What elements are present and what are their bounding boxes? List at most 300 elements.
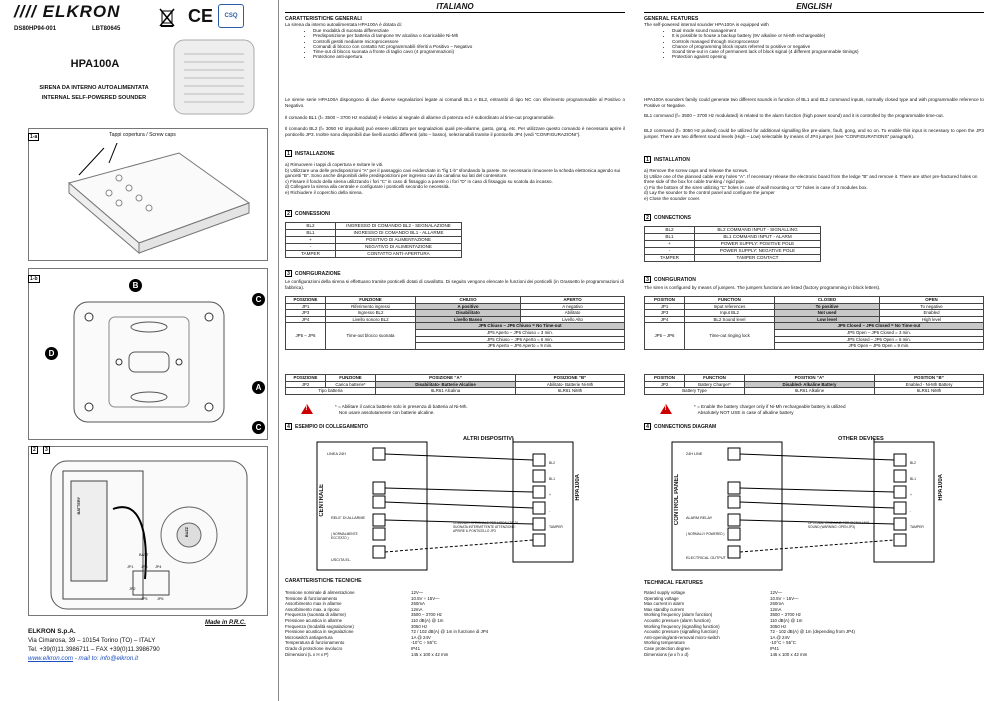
tech-value: 3500 – 3700 Hz xyxy=(411,612,443,618)
table-cell: Riferimento ingressi xyxy=(326,303,416,310)
table-row xyxy=(645,310,984,317)
en-features-list xyxy=(644,28,974,60)
col-header: POSIZIONE “A” xyxy=(376,375,516,382)
table-cell: JP3 xyxy=(645,310,685,317)
tech-value: 1A @ 24V xyxy=(770,634,790,640)
table-cell: BL2 COMMAND INPUT - SIGNALLING xyxy=(695,227,821,234)
table-cell: JP5 Closed – JP6 Open = 6 min. xyxy=(775,336,984,343)
tech-value: 10.5V ÷ 15V— xyxy=(770,595,799,601)
col-header: APERTO xyxy=(521,297,625,304)
en-feature: • Chance of programming block inputs referred to positive or negative xyxy=(672,44,974,49)
tech-key: Tensione di funzionamento xyxy=(285,595,338,601)
figure-1b xyxy=(28,268,268,440)
en-tech-list xyxy=(644,590,984,657)
en-section-4 xyxy=(644,423,716,430)
table-row xyxy=(286,388,625,395)
en-general-title: GENERAL FEATURES xyxy=(644,16,699,22)
tech-key: Max standby current xyxy=(644,606,684,612)
it-diag-line: LINEA 24H xyxy=(327,452,346,456)
table-cell: NEGATIVO DI ALIMENTAZIONE xyxy=(336,244,462,251)
table-cell: BL1 COMMAND INPUT - ALARM xyxy=(695,234,821,241)
tech-key: Case protection degree xyxy=(644,645,690,651)
en-diag-device: HPA100A xyxy=(938,474,944,501)
tech-key: Tensione nominale di alimentazione xyxy=(285,590,355,595)
en-s4-num: 4 xyxy=(644,423,651,430)
en-install-step: a) Remove the screw caps and release the screws. xyxy=(644,168,749,173)
table-row xyxy=(645,234,821,241)
en-s2-num: 2 xyxy=(644,214,651,221)
jp2-label: JP2 xyxy=(129,587,136,591)
it-config-intro: Le configurazioni della sirena si effettuano tramite ponticelli dotati di cavallotto. Di seguito vengono elencate le funzioni dei ponticelli (in Grassetto le programmazioni di fabbrica). xyxy=(285,279,624,290)
table-cell: JP5 – JP6 xyxy=(286,323,326,349)
model-title: HPA100A xyxy=(70,58,120,70)
en-para-3: BL2 command (f= 3050 Hz pulsed) could be utilized for additional signalling like pre-alarm, fault, gong, and so on. To enable this input is necessary to open the JP3 jumper. There are two different sound levels (High – Low) selectable by means of JP4 jumper (see “CONFIGURATIONS” paragraph). xyxy=(644,128,984,139)
table-row xyxy=(645,316,984,323)
it-install-step: a) Rimuovere i tappi di copertura e svitare le viti. xyxy=(285,162,384,167)
table-cell: Carica batterie* xyxy=(326,381,376,388)
table-cell: 6LR61 NiMh xyxy=(875,388,984,395)
figure-2-tag: 2 xyxy=(33,447,36,453)
tech-key: Max current in alarm xyxy=(644,601,685,607)
table-cell: Livello Alto xyxy=(521,316,625,323)
table-cell: JP3 xyxy=(286,310,326,317)
col-header: FUNCTION xyxy=(685,375,745,382)
italian-heading: ITALIANO xyxy=(285,2,625,13)
buzz-label: BUZZ xyxy=(185,527,189,538)
lbt-code: LBT80645 xyxy=(92,26,121,32)
table-cell: POWER SUPPLY: NEGATIVE POLE xyxy=(695,248,821,255)
tech-row xyxy=(644,652,984,658)
terminal-label: BL2 xyxy=(549,461,556,465)
company-mail-link[interactable]: - mail to: info@elkron.it xyxy=(74,655,139,662)
it-s1-title: INSTALLAZIONE xyxy=(295,150,335,157)
battery-label: BATTERY xyxy=(77,497,81,515)
table-row xyxy=(645,323,984,330)
terminal-label: TAMPER xyxy=(910,525,924,529)
table-cell: JP5 Aperto – JP6 Chiuso = 3 min. xyxy=(416,329,625,336)
label-b: B xyxy=(129,279,142,292)
company-tel: Tel. +39(0)11.3986711 – FAX +39(0)11.3986790 xyxy=(28,646,160,653)
tech-row xyxy=(285,652,625,658)
table-cell: JP1 xyxy=(286,303,326,310)
table-cell: Disabilitato xyxy=(416,310,521,317)
it-wiring-diagram xyxy=(313,434,593,574)
table-cell: Tipo batteria xyxy=(286,388,376,395)
tech-key: Working frequency (alarm function) xyxy=(644,612,713,618)
table-cell: JP5 Open – JP6 Open = 9 min. xyxy=(775,343,984,350)
table-cell: BL2 xyxy=(286,223,336,230)
it-section-1 xyxy=(285,150,335,157)
table-cell: To negative xyxy=(880,303,984,310)
it-tech-title: CARATTERISTICHE TECNICHE xyxy=(285,578,362,584)
col-header: POSITION xyxy=(645,297,685,304)
it-install-step: d) Collegare la sirena alla centrale e configurare i ponticelli secondo le necessità. xyxy=(285,184,450,189)
col-header: CHIUSO xyxy=(416,297,521,304)
it-s3-title: CONFIGURAZIONE xyxy=(295,270,341,277)
table-cell: 6LR61 Alcalina xyxy=(376,388,516,395)
col-header: POSITION “A” xyxy=(745,375,875,382)
table-cell: JP1 xyxy=(645,303,685,310)
table-cell: CONTATTO ANTI-APERTURA xyxy=(336,251,462,258)
en-para-1: HPA100A sounders family could generate two different sounds in function of BL1 and BL2 command inputs, normally closed type and with programmable reference to Positive or Negative. xyxy=(644,97,984,108)
table-cell: Enabled - Ni-Mh Battery xyxy=(875,381,984,388)
table-cell: + xyxy=(286,237,336,244)
it-diag-device: HPA100A xyxy=(575,474,581,501)
english-heading: ENGLISH xyxy=(644,2,984,13)
it-feature: • Protezione anti-apertura xyxy=(313,54,615,59)
terminal-label: - xyxy=(910,509,912,513)
table-row xyxy=(645,381,984,388)
table-row xyxy=(286,310,625,317)
en-tech-title: TECHNICAL FEATURES xyxy=(644,580,703,586)
table-row xyxy=(645,388,984,395)
warning-icon xyxy=(301,404,313,414)
en-install-step: d) Lay the sounder to the control panel and configure the jumper xyxy=(644,190,775,195)
tech-key: Grado di protezione involucro xyxy=(285,645,343,651)
left-column xyxy=(0,0,270,701)
tech-value: 145 x 100 x 42 mm xyxy=(770,651,808,657)
table-cell: JP5 Chiuso – JP6 Chiuso = No Time-out xyxy=(416,323,625,330)
tech-value: 72 - 102 dB(A) @ 1m (depending from JP4) xyxy=(770,629,855,635)
table-cell: + xyxy=(645,241,695,248)
company-address: Via Cimarosa, 39 – 10154 Torino (TO) – ITALY xyxy=(28,637,156,644)
it-diag-other: ALTRI DISPOSITIVI xyxy=(463,436,514,442)
tech-value: 12V— xyxy=(411,590,424,595)
it-features-list xyxy=(285,28,615,60)
it-note: * = Abilitare il carica batterie solo in presenza di batteria al Ni-Mh. Non usare assolutamente con batterie alcaline. xyxy=(335,404,468,415)
italian-column xyxy=(278,0,630,701)
batt-label: BATT xyxy=(139,553,149,557)
brand-logo: //// ELKRON xyxy=(14,2,121,21)
tech-key: Assorbimento max. a riposo xyxy=(285,606,340,612)
table-cell: Abilitato xyxy=(521,310,625,317)
it-general-title: CARATTERISTICHE GENERALI xyxy=(285,16,362,22)
ce-mark: CE xyxy=(188,6,214,26)
label-d: D xyxy=(45,347,58,360)
table-cell: BL2 xyxy=(645,227,695,234)
table-row xyxy=(286,303,625,310)
it-diag-relay-sub: ( NORMALMENTE ECCITATO ) xyxy=(331,532,358,540)
table-cell: Disabled- Alkaline Battery xyxy=(745,381,875,388)
col-header: POSITION xyxy=(645,375,685,382)
tech-key: Assorbimento max in allarme xyxy=(285,601,342,607)
col-header: OPEN xyxy=(880,297,984,304)
table-row xyxy=(286,323,625,330)
en-section-2 xyxy=(644,214,691,221)
en-diag-optional: OPTIONAL COMMAND FOR SIGNALLING SOUND (WARNING: OPEN JP3) xyxy=(808,521,870,529)
it-feature: • Predisposizione per batteria di tampone 9V alcalina o ricaricabile Ni-Mh xyxy=(313,33,615,38)
table-cell: BL2 Sound level xyxy=(685,316,775,323)
it-diag-relay: RELE' DI ALLARME xyxy=(331,516,366,520)
tech-value: 72 / 102 dB(A) @ 1m in funzione di JP4 xyxy=(411,629,489,635)
it-s1-num: 1 xyxy=(285,150,292,157)
table-cell: JP2 xyxy=(286,381,326,388)
tech-value: 12V— xyxy=(770,590,783,595)
table-cell: JP5 Chiuso – JP6 Aperto = 6 min. xyxy=(416,336,625,343)
en-diag-terminals xyxy=(910,455,924,535)
it-para-2: Il comando BL1 (f= 3500 – 3700 Hz modulati) è relativo al segnale di allarme di potenza ed è subordinato al time-out programmabile. xyxy=(285,115,555,120)
tech-key: Rated supply voltage xyxy=(644,590,686,595)
en-diag-relay: ALARM RELAY xyxy=(686,516,713,520)
tech-value: 3050 Hz xyxy=(770,623,787,629)
figure-1b-tag: 1-b xyxy=(30,276,38,282)
table-header xyxy=(286,297,625,304)
subtitle-en: INTERNAL SELF-POWERED SOUNDER xyxy=(41,95,147,101)
tech-value: 145 x 100 x 42 mm xyxy=(411,651,449,657)
tech-key: Dimensioni (L x H x P) xyxy=(285,651,329,657)
it-s3-num: 3 xyxy=(285,270,292,277)
it-connections-table xyxy=(285,222,462,258)
table-row xyxy=(286,223,462,230)
terminal-label: BL2 xyxy=(910,461,917,465)
table-cell: Abilitato- Batterie Ni-Mh xyxy=(516,381,625,388)
table-row xyxy=(645,303,984,310)
en-s1-title: INSTALLATION xyxy=(654,156,690,163)
jp3-label: JP3 xyxy=(141,565,148,569)
terminal-label: TAMPER xyxy=(549,525,563,529)
table-cell: Time-out blocco suonata xyxy=(326,323,416,349)
tech-key: Acoustic pressure (alarm function) xyxy=(644,617,711,623)
tech-value: 260mA xyxy=(411,601,425,607)
table-cell: TAMPER xyxy=(645,255,695,262)
terminal-label: BL1 xyxy=(910,477,917,481)
figure-2 xyxy=(28,446,268,616)
en-s3-num: 3 xyxy=(644,276,651,283)
tech-value: 110 dB(A) @ 1m xyxy=(411,617,444,623)
it-s4-title: ESEMPIO DI COLLEGAMENTO xyxy=(295,423,368,430)
en-install-list xyxy=(644,168,984,201)
en-config-table xyxy=(644,296,984,350)
table-cell: Ingresso BL2 xyxy=(326,310,416,317)
col-header: FUNCTION xyxy=(685,297,775,304)
terminal-label: + xyxy=(549,493,551,497)
tech-value: IP41 xyxy=(411,645,421,651)
it-general-intro: La sirena da interno autoalimentata HPA100A è dotata di: xyxy=(285,22,402,27)
table-cell: INGRESSO DI COMANDO BL2 - SEGNALAZIONE xyxy=(336,223,462,230)
en-feature: • Sound time-out in case of permanent lack of block signal (4 different programmable timings) xyxy=(672,49,974,54)
tech-value: 10.5V ÷ 15V— xyxy=(411,595,440,601)
en-config-table-2 xyxy=(644,374,984,395)
table-cell: POWER SUPPLY: POSITIVE POLE xyxy=(695,241,821,248)
tech-value: -10°C ÷ 55°C xyxy=(411,640,437,646)
en-general-intro: The self-powered internal sounder HPA100A is equipped with xyxy=(644,22,769,27)
col-header: POSIZIONE xyxy=(286,297,326,304)
it-s2-title: CONNESSIONI xyxy=(295,210,331,217)
sounder-photo xyxy=(170,34,258,120)
en-feature: • Dual mode sound management xyxy=(672,28,974,33)
col-header: POSIZIONE xyxy=(286,375,326,382)
it-section-4 xyxy=(285,423,368,430)
en-feature: • It is possible to house a backup battery (9V alkaline or Ni-Mh rechargeable) xyxy=(672,33,974,38)
it-diag-terminals xyxy=(549,455,563,535)
warning-icon xyxy=(660,404,672,414)
en-feature: • Controls managed through microprocessor xyxy=(672,39,974,44)
it-config-table-2 xyxy=(285,374,625,395)
it-diag-optional: COMANDO OPZIONALE PER MODALITA' DI SUONATA INTERMITTENTE ATTENZIONE: APRIRE IL PONTICELLO JP3 xyxy=(453,521,518,533)
table-cell: 6LR61 NiMh xyxy=(516,388,625,395)
table-cell: JP5 – JP6 xyxy=(645,323,685,349)
table-row xyxy=(645,255,821,262)
it-section-2 xyxy=(285,210,330,217)
en-diag-line: 24H LINE xyxy=(686,452,703,456)
table-header xyxy=(645,375,984,382)
table-cell: INGRESSO DI COMANDO BL1 - ALLARME xyxy=(336,230,462,237)
table-row xyxy=(645,248,821,255)
it-tech-list xyxy=(285,590,625,657)
tech-key: Working frequency (signalling function) xyxy=(644,623,720,629)
tech-key: Temperatura di funzionamento xyxy=(285,640,345,646)
en-install-step: c) Fix the bottom of the siren utilizing “C” holes in case of wall mounting or “D” holes in case of 3 modules box. xyxy=(644,184,868,190)
it-feature: • Due modalità di suonata differenziate xyxy=(313,28,615,33)
table-cell: Low level xyxy=(775,316,880,323)
table-cell: JP5 Closed – JP6 Closed = No Time-out xyxy=(775,323,984,330)
table-cell: 6LR61 Alkaline xyxy=(745,388,875,395)
tech-key: Frequenza (modalità segnalazione) xyxy=(285,623,354,629)
table-cell: BL1 xyxy=(286,230,336,237)
table-cell: BL1 xyxy=(645,234,695,241)
it-config-table xyxy=(285,296,625,350)
tech-key: Acoustic pressure (signalling function) xyxy=(644,629,718,635)
english-column xyxy=(638,0,992,701)
subtitle-it: SIRENA DA INTERNO AUTOALIMENTATA xyxy=(39,85,149,91)
table-cell: Input BL2 xyxy=(685,310,775,317)
en-note: * = Enable the battery charger only if Ni-Mh rechargeable battery is utilized Absolutely NOT USE in case of alkaline battery xyxy=(694,404,846,415)
en-s4-title: CONNECTIONS DIAGRAM xyxy=(654,423,717,430)
en-wiring-diagram xyxy=(668,434,958,574)
csq-badge: CSQ xyxy=(218,4,244,28)
table-row xyxy=(645,241,821,248)
en-diag-panel: CONTROL PANEL xyxy=(674,474,680,526)
en-s2-title: CONNECTIONS xyxy=(654,214,691,221)
table-cell: - xyxy=(286,244,336,251)
table-cell: Not used xyxy=(775,310,880,317)
col-header: POSITION “B” xyxy=(875,375,984,382)
tech-value: -10°C ÷ 55°C xyxy=(770,640,796,646)
tech-key: Dimensions (w x h x d) xyxy=(644,651,689,657)
col-header: FUNZIONE xyxy=(326,297,416,304)
made-in: Made in P.R.C. xyxy=(205,620,246,626)
tech-key: Working temperature xyxy=(644,640,685,646)
table-cell: High level xyxy=(880,316,984,323)
it-install-step: b) Utilizzare una delle predisposizioni “A” per il passaggio cavi evidenziate in “fig 1-b” sfondando la parete. Se necessario rimuovere la scheda elettronica agendo sui gancetti “B”. Sono anche disponibili delle predisposizioni per ingresso cavi da canalina sui lati del contenitore. xyxy=(285,167,621,178)
en-install-step: b) Utilize one of the planned cable entry holes “A”. If necessary release the electronic board from the ledge “B” and remove it. There are other pre-fractured holes on three side of the box for cable trunking / rigid pipe. xyxy=(644,173,978,184)
tech-key: Pressione acustica in segnalazione xyxy=(285,629,354,635)
figure-3-tag: 3 xyxy=(45,447,48,453)
table-cell: JP5 Aperto – JP6 Aperto = 9 min. xyxy=(416,343,625,350)
doc-code: DS80HP94-001 xyxy=(14,26,57,32)
table-cell: Input references xyxy=(685,303,775,310)
en-config-intro: The siren is configured by means of jumpers. The jumpers functions are listed (factory programming in block letters). xyxy=(644,285,881,290)
terminal-label: BL1 xyxy=(549,477,556,481)
it-install-list xyxy=(285,162,625,195)
tech-key: Microswitch antiapertura xyxy=(285,634,333,640)
table-cell: - xyxy=(645,248,695,255)
tech-value: 110 dB(A) @ 1m xyxy=(770,617,803,623)
en-diag-other: OTHER DEVICES xyxy=(838,436,884,442)
jp1-label: JP1 xyxy=(127,565,134,569)
label-a: A xyxy=(252,381,265,394)
en-connections-table xyxy=(644,226,821,262)
tech-value: 3050 Hz xyxy=(411,623,428,629)
it-s4-num: 4 xyxy=(285,423,292,430)
jp5-label: JP5 xyxy=(141,597,148,601)
en-diag-relay-sub: ( NORMALLY POWERED ) xyxy=(686,532,725,536)
label-c-bottom: C xyxy=(252,421,265,434)
table-row xyxy=(286,237,462,244)
it-para-3: Il comando BL2 (f= 3050 Hz impulsati) può essere utilizzato per segnalazioni quali pre-allarme, gasto, gong, etc. Per utilizzare questo comando è necessario aprire il ponticello JP3. Inoltre sono disponibili due livelli acustici differenti (alto – basso), selezionabili tramite il ponticello JP4 (vedi “CONFIGURAZIONI”). xyxy=(285,126,625,137)
table-cell: Time-out ringing lock xyxy=(685,323,775,349)
col-header: FUNZIONE xyxy=(326,375,376,382)
table-cell: To positive xyxy=(775,303,880,310)
terminal-label: - xyxy=(549,509,551,513)
tech-value: 3500 – 3700 Hz xyxy=(770,612,802,618)
table-cell: TAMPER xyxy=(286,251,336,258)
table-cell: JP4 xyxy=(645,316,685,323)
table-cell: Livello Basso xyxy=(416,316,521,323)
figure-1a-caption: Tappi copertura / Screw caps xyxy=(109,132,176,138)
company-web-link[interactable]: www.elkron.com xyxy=(28,655,74,662)
table-header xyxy=(645,297,984,304)
tech-key: Operating voltage xyxy=(644,595,679,601)
en-para-2: BL1 command (f= 3500 – 3700 Hz modulated) is related to the alarm function (high power sound) and it is controlled by the programmable time-out. xyxy=(644,113,944,118)
it-para-1: Le sirene serie HPA100A dispongono di due diverse segnalazioni legate ai comandi BL1 e BL2, entrambi di tipo NC con riferimento programmabile al Positivo o Negativo. xyxy=(285,97,625,108)
tech-value: 12mA xyxy=(411,606,423,612)
table-cell: JP4 xyxy=(286,316,326,323)
label-c-top: C xyxy=(252,293,265,306)
table-row xyxy=(286,230,462,237)
it-feature: • Comandi di blocco con contatto NC programmabili riferiti a Positivo – Negativo xyxy=(313,44,615,49)
it-feature: • Time-out di blocco suonata a fronte di taglio cavo (4 programmazioni) xyxy=(313,49,615,54)
col-header: CLOSED xyxy=(775,297,880,304)
weee-bin-icon xyxy=(158,6,176,28)
table-row xyxy=(286,244,462,251)
it-diag-panel: CENTRALE xyxy=(319,484,325,517)
it-diag-out: USCITA EL. xyxy=(331,558,352,562)
table-cell: Disabilitato- Batterie Alcaline xyxy=(376,381,516,388)
table-cell: JP2 xyxy=(645,381,685,388)
table-row xyxy=(286,381,625,388)
table-cell: Battery Type xyxy=(645,388,745,395)
en-feature: • Protection against opening xyxy=(672,54,974,59)
figure-1a xyxy=(28,128,268,261)
table-cell: TAMPER CONTACT xyxy=(695,255,821,262)
it-s2-num: 2 xyxy=(285,210,292,217)
tech-value: IP41 xyxy=(770,645,780,651)
table-cell: JP5 Open – JP6 Closed = 3 min. xyxy=(775,329,984,336)
en-section-3 xyxy=(644,276,696,283)
table-row xyxy=(286,251,462,258)
table-header xyxy=(286,375,625,382)
table-cell: A negativo xyxy=(521,303,625,310)
tech-value: 1A @ 24V xyxy=(411,634,431,640)
jp6-label: JP6 xyxy=(157,597,164,601)
tech-key: Anti-opening/anti-removal micro-switch xyxy=(644,634,720,640)
tech-value: 12mA xyxy=(770,606,782,612)
it-feature: • Controlli gestiti mediante microprocessore xyxy=(313,39,615,44)
en-diag-out: ELECTRICAL OUTPUT xyxy=(686,556,726,560)
table-cell: A positivo xyxy=(416,303,521,310)
table-row xyxy=(286,316,625,323)
tech-key: Frequenza (suonata di allarme) xyxy=(285,612,347,618)
table-row xyxy=(645,227,821,234)
table-cell: Livello sonoro BL2 xyxy=(326,316,416,323)
it-install-step: c) Fissare il fondo della sirena utilizzando i fori “C” in caso di fissaggio a parete o i fori “D” in caso di fissaggio su scatola da incasso. xyxy=(285,178,553,184)
tech-value: 260mA xyxy=(770,601,784,607)
table-cell: Battery Charger* xyxy=(685,381,745,388)
company-name: ELKRON S.p.A. xyxy=(28,628,76,635)
table-cell: POSITIVO DI ALIMENTAZIONE xyxy=(336,237,462,244)
en-s1-num: 1 xyxy=(644,156,651,163)
